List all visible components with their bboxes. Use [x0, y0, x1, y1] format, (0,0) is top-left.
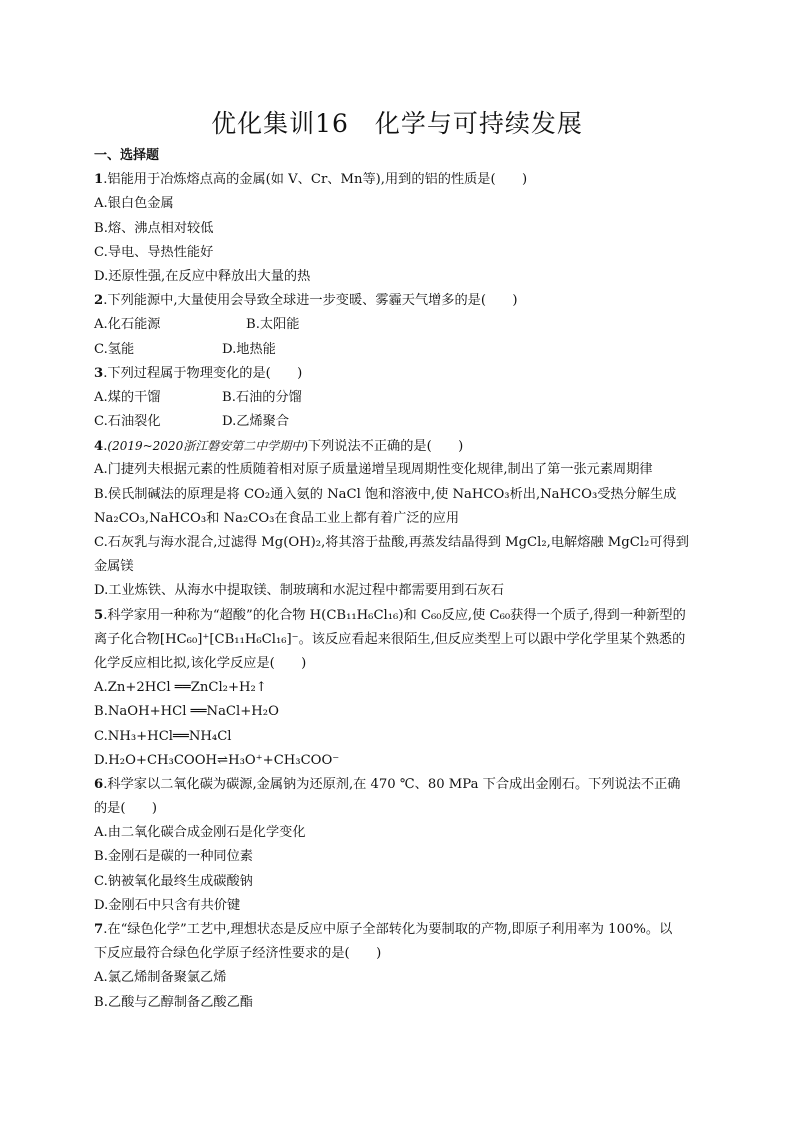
- question-text: 下列说法不正确的是( ): [307, 439, 464, 455]
- option-c: C.氢能: [94, 341, 135, 357]
- question-source: (2019~2020浙江磐安第二中学期中): [107, 439, 308, 454]
- option-b: B.石油的分馏: [222, 389, 302, 405]
- option-c-continued: 金属镁: [94, 559, 134, 575]
- question-list: [94, 144, 714, 1015]
- question-number: 1: [94, 172, 104, 188]
- option-d: D.金刚石中只含有共价键: [94, 897, 241, 913]
- option-a: A.煤的干馏: [94, 389, 161, 405]
- options-row: [94, 386, 714, 410]
- option-d: D.还原性强,在反应中释放出大量的热: [94, 268, 311, 284]
- option-d: D.工业炼铁、从海水中提取镁、制玻璃和水泥过程中都需要用到石灰石: [94, 583, 504, 599]
- question-number: 2: [94, 293, 104, 309]
- question-text: 离子化合物[HC₆₀]⁺[CB₁₁H₆Cl₁₆]⁻。该反应看起来很陌生,但反应类型上可以跟中学化学里某个熟悉的: [94, 631, 686, 647]
- options-row: [94, 338, 714, 362]
- option-b: B.熔、沸点相对较低: [94, 220, 214, 236]
- option-a: A.化石能源: [94, 317, 161, 333]
- option-b: B.NaOH+HCl ══NaCl+H₂O: [94, 704, 279, 720]
- page-title: 优化集训16 化学与可持续发展: [211, 109, 583, 138]
- question-text: .科学家以二氧化碳为碳源,金属钠为还原剂,在 470 ℃、80 MPa 下合成出金刚石。下列说法不正确: [103, 776, 681, 792]
- question-number: 5: [94, 607, 104, 623]
- option-b-continued: Na₂CO₃,NaHCO₃和 Na₂CO₃在食品工业上都有着广泛的应用: [94, 510, 460, 526]
- question-text: 化学反应相比拟,该化学反应是( ): [94, 655, 307, 671]
- question-7-stem: [94, 918, 714, 942]
- option-d: D.乙烯聚合: [222, 414, 290, 430]
- question-text: 的是( ): [94, 801, 158, 817]
- option-c: C.NH₃+HCl══NH₄Cl: [94, 728, 232, 744]
- question-text: .下列能源中,大量使用会导致全球进一步变暖、雾霾天气增多的是( ): [103, 293, 518, 309]
- option-c: C.石灰乳与海水混合,过滤得 Mg(OH)₂,将其溶于盐酸,再蒸发结晶得到 MgCl₂,电解熔融 MgCl₂可得到: [94, 535, 689, 550]
- question-text: .下列过程属于物理变化的是( ): [103, 365, 303, 381]
- option-b: B.侯氏制碱法的原理是将 CO₂通入氨的 NaCl 饱和溶液中,使 NaHCO₃析出,NaHCO₃受热分解生成: [94, 486, 677, 502]
- option-c: C.导电、导热性能好: [94, 244, 214, 260]
- options-row: [94, 410, 714, 434]
- option-c: C.钠被氧化最终生成碳酸钠: [94, 873, 253, 889]
- question-number: 6: [94, 776, 104, 792]
- options-row: [94, 313, 714, 337]
- option-a: A.氯乙烯制备聚氯乙烯: [94, 970, 227, 986]
- question-1-stem: [94, 168, 714, 192]
- option-c: C.石油裂化: [94, 414, 161, 430]
- option-a: A.门捷列夫根据元素的性质随着相对原子质量递增呈现周期性变化规律,制出了第一张元素周期律: [94, 462, 653, 478]
- question-text: 下反应最符合绿色化学原子经济性要求的是( ): [94, 946, 382, 962]
- question-6-stem: [94, 773, 714, 797]
- question-number: 4: [94, 439, 104, 455]
- option-b: B.乙酸与乙醇制备乙酸乙酯: [94, 994, 253, 1010]
- question-text: .科学家用一种称为“超酸”的化合物 H(CB₁₁H₆Cl₁₆)和 C₆₀反应,使 C₆₀获得一个质子,得到一种新型的: [103, 607, 686, 623]
- question-number: 7: [94, 922, 104, 937]
- option-a: A.Zn+2HCl ══ZnCl₂+H₂↑: [94, 680, 267, 696]
- option-b: B.太阳能: [246, 317, 300, 333]
- question-text: .: [103, 439, 108, 455]
- question-2-stem: [94, 289, 714, 313]
- option-b: B.金刚石是碳的一种同位素: [94, 849, 253, 865]
- option-d: D.H₂O+CH₃COOH⇌H₃O⁺+CH₃COO⁻: [94, 752, 340, 768]
- section-heading: 一、选择题: [94, 148, 160, 163]
- question-number: 3: [94, 365, 104, 381]
- question-3-stem: [94, 362, 714, 386]
- option-d: D.地热能: [222, 341, 276, 357]
- question-text: .在“绿色化学”工艺中,理想状态是反应中原子全部转化为要制取的产物,即原子利用率为 100%。以: [103, 922, 673, 937]
- option-a: A.银白色金属: [94, 196, 174, 212]
- question-5-stem: [94, 604, 714, 628]
- option-a: A.由二氧化碳合成金刚石是化学变化: [94, 825, 306, 841]
- question-text: .铝能用于冶炼熔点高的金属(如 V、Cr、Mn等),用到的铝的性质是( ): [103, 172, 528, 188]
- question-4-stem: [94, 434, 714, 458]
